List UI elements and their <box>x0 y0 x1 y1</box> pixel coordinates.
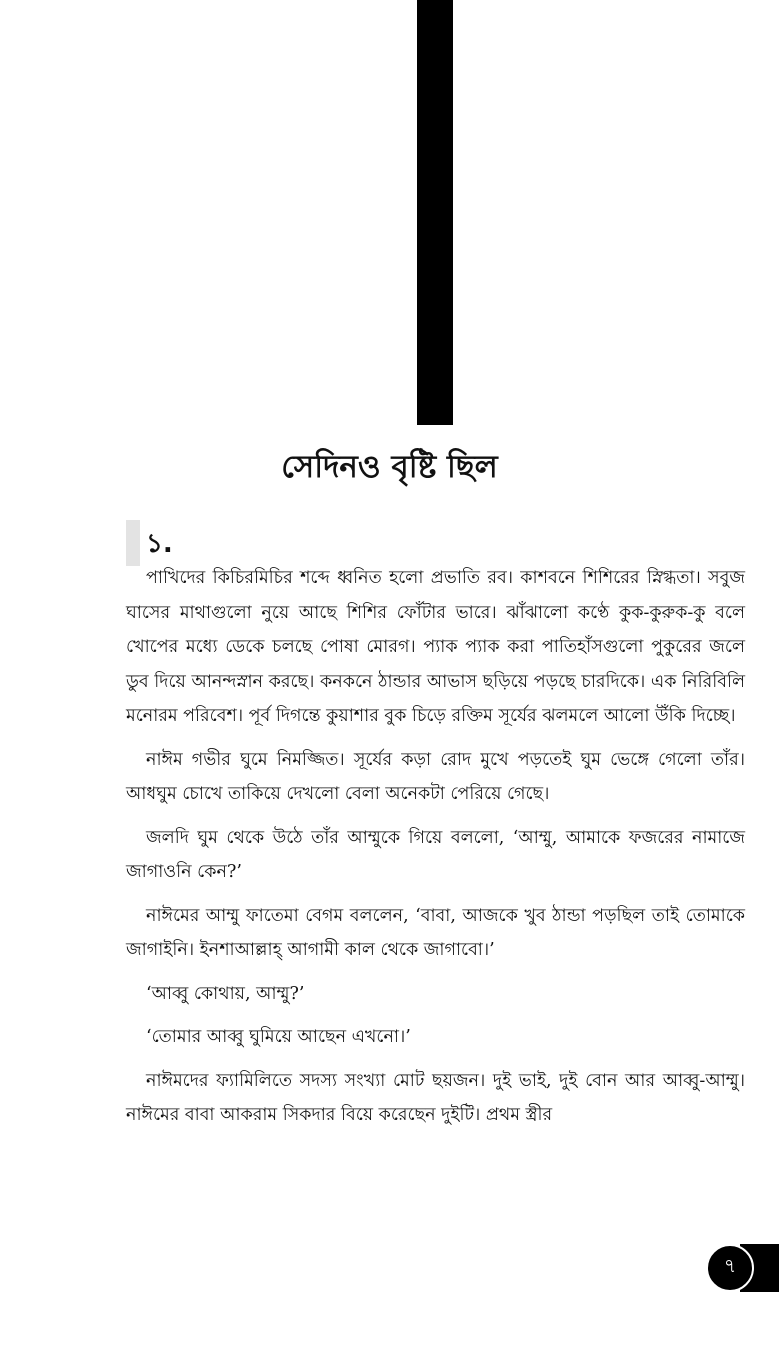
paragraph: পাখিদের কিচিরমিচির শব্দে ধ্বনিত হলো প্রভাতি রব। কাশবনে শিশিরের স্নিগ্ধতা। সবুজ ঘাসের মাথাগুলো নুয়ে আছে শিশির ফোঁটার ভারে। ঝাঁঝালো কণ্ঠে কুক-কুরুক-কু বলে খোপের মধ্যে ডেকে চলছে পোষা মোরগ। প্যাক প্যাক করা পাতিহাঁসগুলো পুকুরের জলে ডুব দিয়ে আনন্দস্নান করছে। কনকনে ঠান্ডার আভাস ছড়িয়ে পড়ছে চারদিকে। এক নিরিবিলি মনোরম পরিবেশ। পূর্ব দিগন্তে কুয়াশার বুক চিড়ে রক্তিম সূর্যের ঝলমলে আলো উঁকি দিচ্ছে। <box>126 568 745 726</box>
chapter-divider-bar <box>417 0 453 425</box>
chapter-body <box>126 561 745 1142</box>
paragraph: নাঈমের আম্মু ফাতেমা বেগম বললেন, ‘বাবা, আজকে খুব ঠান্ডা পড়ছিল তাই তোমাকে জাগাইনি। ইনশাআল্লাহ্‌ আগামী কাল থেকে জাগাবো।’ <box>126 905 745 960</box>
paragraph: নাঈমদের ফ্যামিলিতে সদস্য সংখ্যা মোট ছয়জন। দুই ভাই, দুই বোন আর আব্বু-আম্মু। নাঈমের বাবা আকরাম সিকদার বিয়ে করেছেন দুইটি। প্রথম স্ত্রীর <box>126 1070 745 1125</box>
section-number: ১. <box>146 529 173 559</box>
page-number: ৭ <box>706 1244 754 1292</box>
paragraph: ‘আব্বু কোথায়, আম্মু?’ <box>146 983 305 1004</box>
paragraph: ‘তোমার আব্বু ঘুমিয়ে আছেন এখনো।’ <box>146 1027 411 1047</box>
section-marker <box>126 520 140 566</box>
paragraph: জলদি ঘুম থেকে উঠে তাঁর আম্মুকে গিয়ে বললো, ‘আম্মু, আমাকে ফজরের নামাজে জাগাওনি কেন?’ <box>126 827 745 882</box>
paragraph: নাঈম গভীর ঘুমে নিমজ্জিত। সূর্যের কড়া রোদ মুখে পড়তেই ঘুম ভেঙ্গে গেলো তাঁর। আধঘুম চোখে তাকিয়ে দেখলো বেলা অনেকটা পেরিয়ে গেছে। <box>126 749 745 804</box>
chapter-title: সেদিনও বৃষ্টি ছিল <box>281 449 498 485</box>
